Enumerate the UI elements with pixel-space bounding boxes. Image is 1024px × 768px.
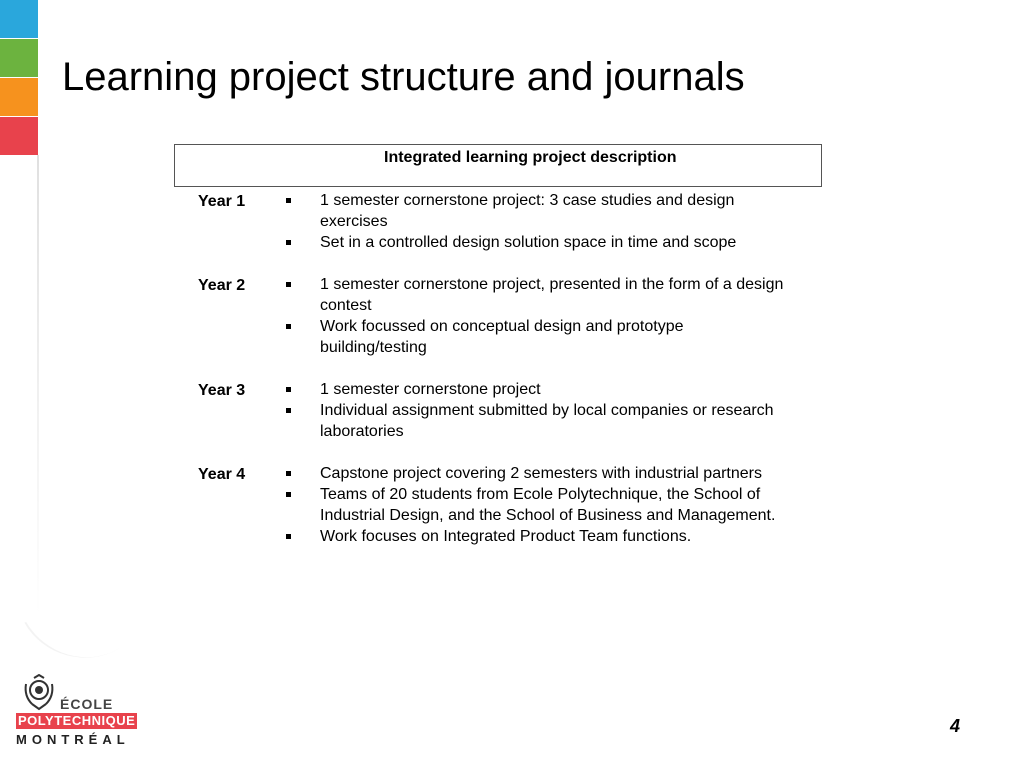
bullet-item <box>284 526 784 547</box>
bullet-item <box>284 232 784 253</box>
square-bullet-icon <box>286 282 291 287</box>
bullet-text: Work focuses on Integrated Product Team functions. <box>320 528 692 545</box>
bullet-item <box>284 379 784 400</box>
year-label: Year 3 <box>198 382 246 399</box>
table-header-cell <box>174 144 822 187</box>
logo-text-ecole: ÉCOLE <box>60 696 114 712</box>
square-bullet-icon <box>286 324 291 329</box>
bullet-text: Individual assignment submitted by local companies or research laboratories <box>320 402 774 440</box>
accent-bar-red <box>0 117 38 155</box>
bullet-text: Capstone project covering 2 semesters with industrial partners <box>320 465 762 482</box>
square-bullet-icon <box>286 387 291 392</box>
year-bullet-list <box>284 274 784 358</box>
accent-bar-green <box>0 39 38 77</box>
square-bullet-icon <box>286 492 291 497</box>
year-label: Year 2 <box>198 277 246 294</box>
school-logo <box>16 672 146 747</box>
square-bullet-icon <box>286 534 291 539</box>
bullet-text: Set in a controlled design solution space in time and scope <box>320 234 737 251</box>
year-bullet-list <box>284 190 784 253</box>
year-bullet-list <box>284 463 784 547</box>
bullet-text: 1 semester cornerstone project: 3 case studies and design exercises <box>320 192 735 230</box>
bullet-text: 1 semester cornerstone project <box>320 381 541 398</box>
bullet-item <box>284 463 784 484</box>
side-decoration-line <box>37 155 39 615</box>
laurel-wreath-emblem-icon <box>20 674 58 712</box>
square-bullet-icon <box>286 471 291 476</box>
bullet-text: Work focussed on conceptual design and prototype building/testing <box>320 318 684 356</box>
year-label: Year 1 <box>198 193 246 210</box>
square-bullet-icon <box>286 408 291 413</box>
square-bullet-icon <box>286 240 291 245</box>
bullet-item <box>284 316 784 358</box>
logo-text-montreal: MONTRÉAL <box>16 732 130 747</box>
year-bullet-list <box>284 379 784 442</box>
square-bullet-icon <box>286 198 291 203</box>
bullet-text: Teams of 20 students from Ecole Polytechnique, the School of Industrial Design, and the School of Business and Management. <box>320 486 776 524</box>
bullet-item <box>284 400 784 442</box>
bullet-item <box>284 190 784 232</box>
bullet-text: 1 semester cornerstone project, presented in the form of a design contest <box>320 276 784 314</box>
accent-bar-blue <box>0 0 38 38</box>
slide-title: Learning project structure and journals <box>62 55 745 99</box>
table-header-text: Integrated learning project description <box>384 149 677 166</box>
accent-bar-orange <box>0 78 38 116</box>
bullet-item <box>284 274 784 316</box>
logo-text-polytechnique: POLYTECHNIQUE <box>18 713 136 728</box>
bullet-item <box>284 484 784 526</box>
page-number: 4 <box>950 716 961 736</box>
year-label: Year 4 <box>198 466 246 483</box>
